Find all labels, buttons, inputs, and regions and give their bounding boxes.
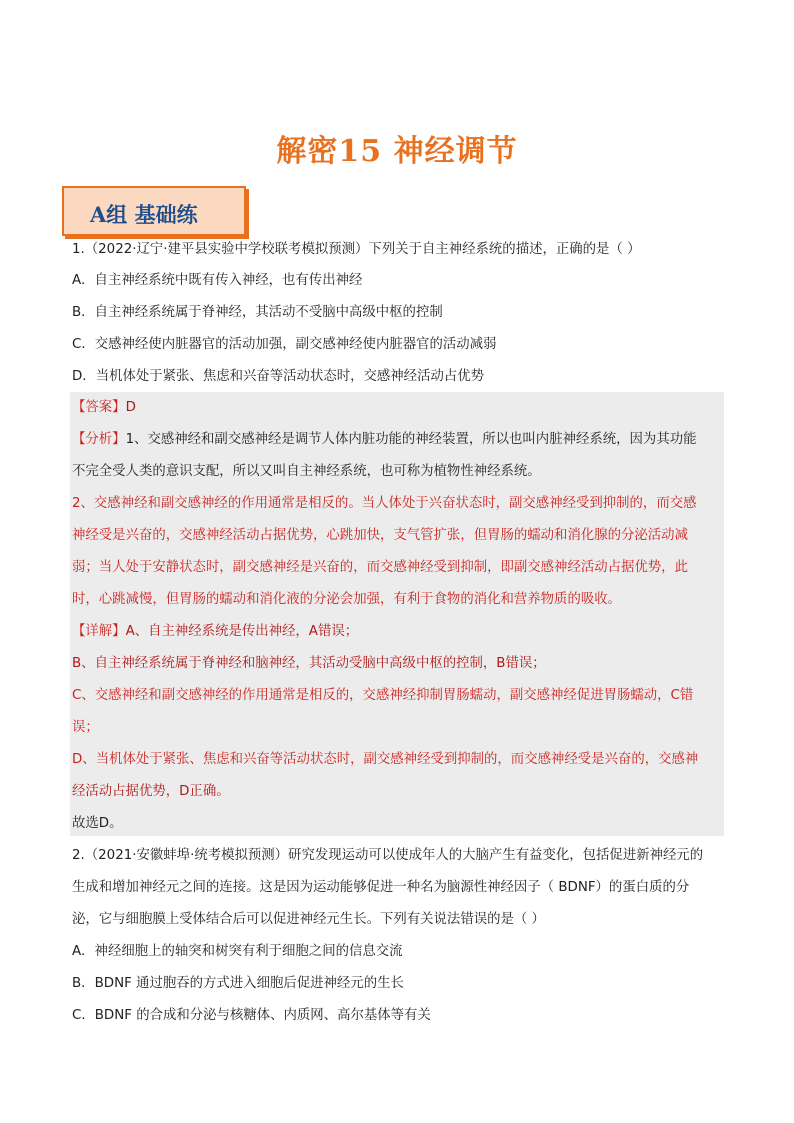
- detail-line: 误；: [72, 720, 99, 735]
- q1-option-d: D．当机体处于紧张、焦虑和兴奋等活动状态时，交感神经活动占优势: [72, 369, 485, 384]
- q2-option-b: B．BDNF 通过胞吞的方式进入细胞后促进神经元的生长: [72, 976, 404, 991]
- q1-option-c: C．交感神经使内脏器官的活动加强，副交感神经使内脏器官的活动减弱: [72, 337, 497, 352]
- detail-line: B、自主神经系统属于脊神经和脑神经，其活动受脑中高级中枢的控制，B错误；: [72, 656, 546, 671]
- group-label: A组 基础练: [90, 202, 198, 227]
- analysis-line: 不完全受人类的意识支配，所以又叫自主神经系统，也可称为植物性神经系统。: [72, 464, 541, 479]
- conclusion: 故选D。: [72, 816, 123, 831]
- analysis-tag: 【分析】: [72, 432, 126, 447]
- q1-option-b: B．自主神经系统属于脊神经，其活动不受脑中高级中枢的控制: [72, 305, 443, 320]
- analysis-line: 神经受是兴奋的，交感神经活动占据优势，心跳加快，支气管扩张，但胃肠的蠕动和消化腺的分泌活动减: [72, 528, 688, 543]
- detail-tag: 【详解】: [72, 624, 126, 639]
- page-title: 解密15 神经调节: [276, 134, 518, 169]
- detail-text: A、自主神经系统是传出神经，A错误；: [125, 624, 359, 639]
- detail-line: [72, 622, 724, 642]
- detail-line: D、当机体处于紧张、焦虑和兴奋等活动状态时，副交感神经受到抑制的，而交感神经受是兴奋的，交感神: [72, 752, 699, 767]
- q1-answer: [72, 398, 724, 418]
- q1-option-a: A．自主神经系统中既有传入神经，也有传出神经: [72, 273, 363, 288]
- q2-stem-line: 生成和增加神经元之间的连接。这是因为运动能够促进一种名为脑源性神经因子（ BDNF）的蛋白质的分: [72, 880, 690, 895]
- analysis-line: 2、交感神经和副交感神经的作用通常是相反的。当人体处于兴奋状态时，副交感神经受到抑制的，而交感: [72, 496, 697, 511]
- detail-line: 经活动占据优势，D正确。: [72, 784, 230, 799]
- analysis-line: 弱；当人处于安静状态时，副交感神经是兴奋的，而交感神经受到抑制，即副交感神经活动占据优势，此: [72, 560, 688, 575]
- q2-option-a: A．神经细胞上的轴突和树突有利于细胞之间的信息交流: [72, 944, 403, 959]
- answer-tag: 【答案】: [72, 400, 126, 415]
- analysis-line: [72, 430, 724, 450]
- q2-option-c: C．BDNF 的合成和分泌与核糖体、内质网、高尔基体等有关: [72, 1008, 431, 1023]
- answer-value: D: [125, 400, 136, 415]
- q2-stem-line: 2.（2021·安徽蚌埠·统考模拟预测）研究发现运动可以使成年人的大脑产生有益变化，包括促进新神经元的: [72, 848, 704, 863]
- detail-line: C、交感神经和副交感神经的作用通常是相反的，交感神经抑制胃肠蠕动，副交感神经促进胃肠蠕动，C错: [72, 688, 694, 703]
- q2-stem-line: 泌，它与细胞膜上受体结合后可以促进神经元生长。下列有关说法错误的是（ ）: [72, 912, 545, 927]
- q1-stem: 1.（2022·辽宁·建平县实验中学校联考模拟预测）下列关于自主神经系统的描述，正确的是（ ）: [72, 242, 641, 257]
- analysis-text: 1、交感神经和副交感神经是调节人体内脏功能的神经装置，所以也叫内脏神经系统，因为其功能: [125, 432, 697, 447]
- analysis-line: 时，心跳减慢，但胃肠的蠕动和消化液的分泌会加强，有利于食物的消化和营养物质的吸收。: [72, 592, 622, 607]
